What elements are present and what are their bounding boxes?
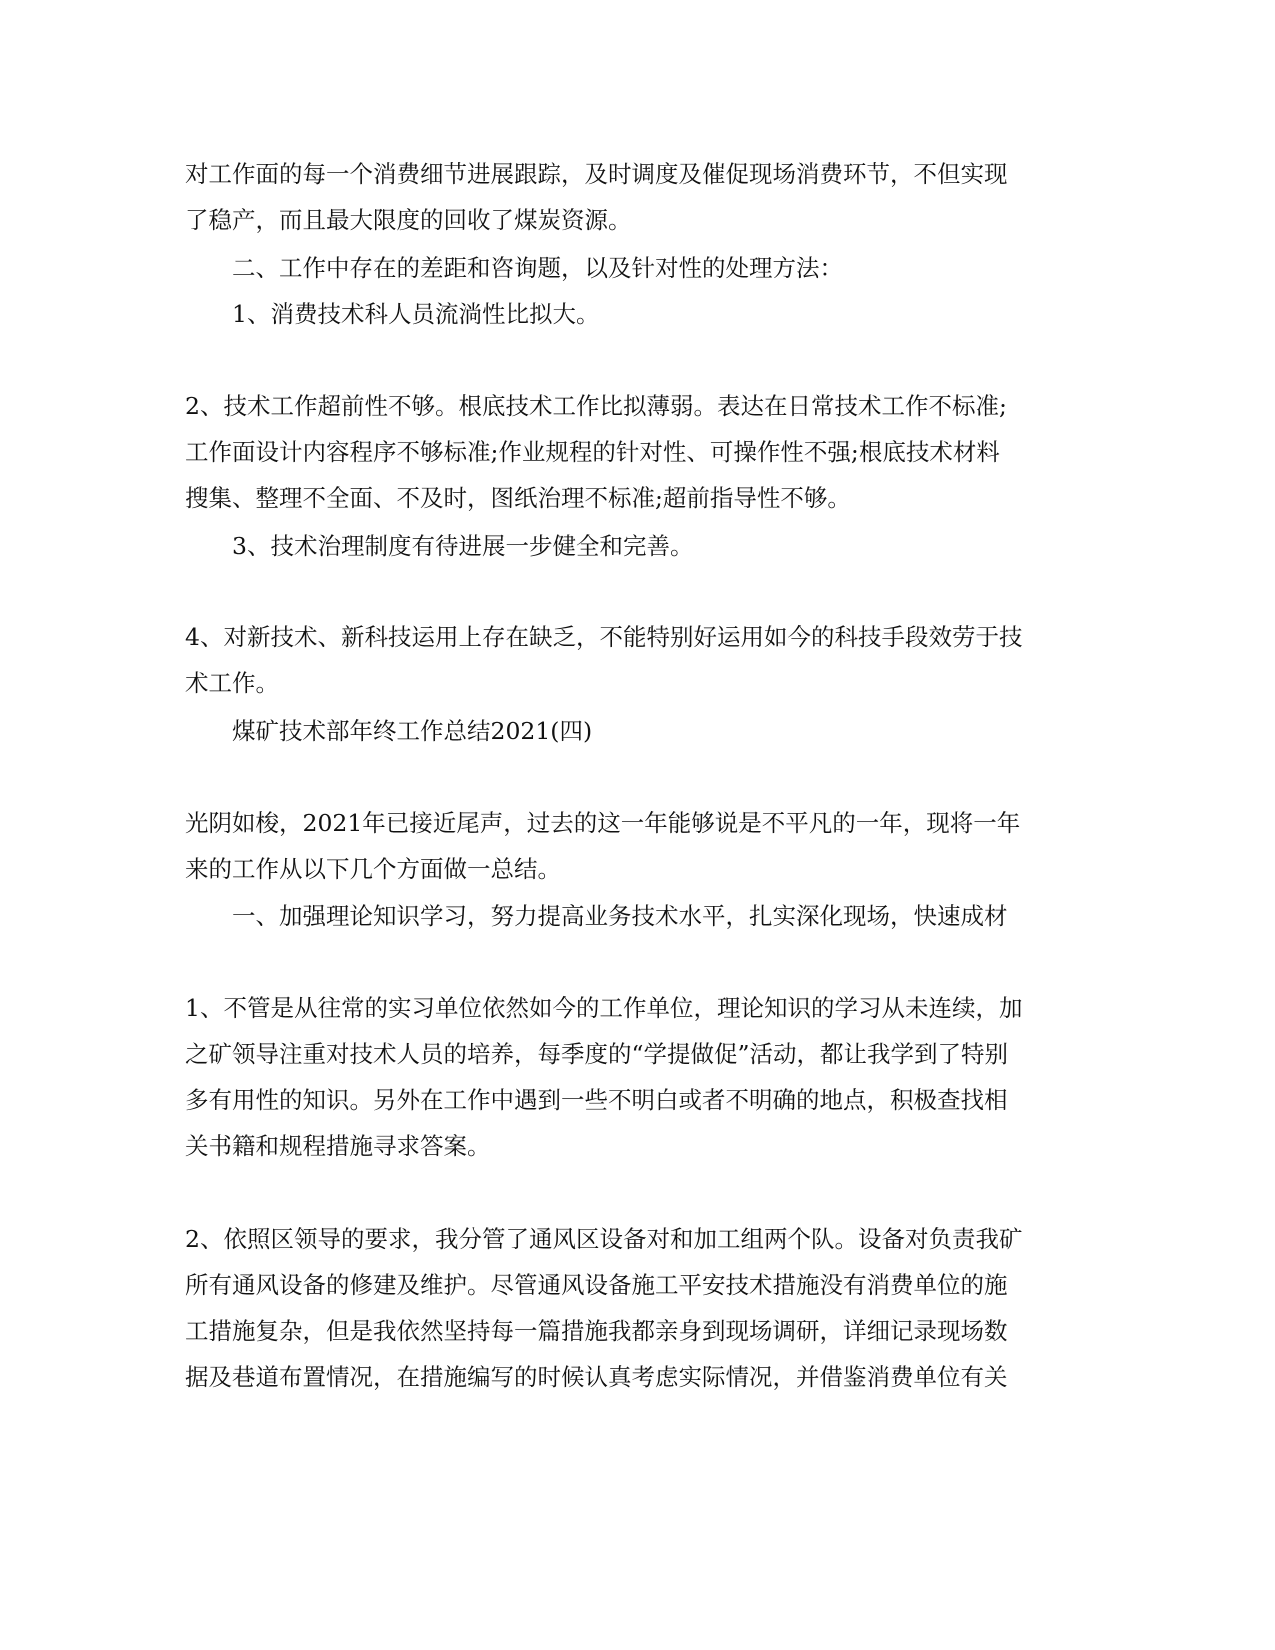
paragraph-line: 据及巷道布置情况，在措施编写的时候认真考虑实际情况，并借鉴消费单位有关 <box>185 1363 1008 1391</box>
paragraph-line: 工作面设计内容程序不够标准;作业规程的针对性、可操作性不强;根底技术材料 <box>185 438 1000 466</box>
list-item: 1、消费技术科人员流淌性比拟大。 <box>232 300 600 328</box>
paragraph-line: 来的工作从以下几个方面做一总结。 <box>185 855 561 883</box>
list-item: 2、依照区领导的要求，我分管了通风区设备对和加工组两个队。设备对负责我矿 <box>185 1225 1023 1253</box>
paragraph-line: 工措施复杂，但是我依然坚持每一篇措施我都亲身到现场调研，详细记录现场数 <box>185 1317 1008 1345</box>
list-item: 3、技术治理制度有待进展一步健全和完善。 <box>232 532 694 560</box>
paragraph-line: 关书籍和规程措施寻求答案。 <box>185 1132 491 1160</box>
paragraph-line: 对工作面的每一个消费细节进展跟踪，及时调度及催促现场消费环节，不但实现 <box>185 160 1008 188</box>
paragraph-line: 之矿领导注重对技术人员的培养，每季度的“学提做促”活动，都让我学到了特别 <box>185 1040 1009 1068</box>
document-title: 煤矿技术部年终工作总结2021(四) <box>232 717 593 745</box>
section-heading: 二、工作中存在的差距和咨询题，以及针对性的处理方法： <box>232 254 843 282</box>
paragraph-line: 多有用性的知识。另外在工作中遇到一些不明白或者不明确的地点，积极查找相 <box>185 1086 1008 1114</box>
list-item: 4、对新技术、新科技运用上存在缺乏，不能特别好运用如今的科技手段效劳于技 <box>185 623 1023 651</box>
paragraph-line: 术工作。 <box>185 669 279 697</box>
paragraph-line: 搜集、整理不全面、不及时，图纸治理不标准;超前指导性不够。 <box>185 484 851 512</box>
list-item: 1、不管是从往常的实习单位依然如今的工作单位，理论知识的学习从未连续，加 <box>185 994 1023 1022</box>
paragraph-line: 了稳产，而且最大限度的回收了煤炭资源。 <box>185 206 632 234</box>
paragraph-line: 光阴如梭，2021年已接近尾声，过去的这一年能够说是不平凡的一年，现将一年 <box>185 809 1021 837</box>
paragraph-line: 所有通风设备的修建及维护。尽管通风设备施工平安技术措施没有消费单位的施 <box>185 1271 1008 1299</box>
section-heading: 一、加强理论知识学习，努力提高业务技术水平，扎实深化现场，快速成材 <box>232 902 1008 930</box>
list-item: 2、技术工作超前性不够。根底技术工作比拟薄弱。表达在日常技术工作不标准; <box>185 392 1007 420</box>
